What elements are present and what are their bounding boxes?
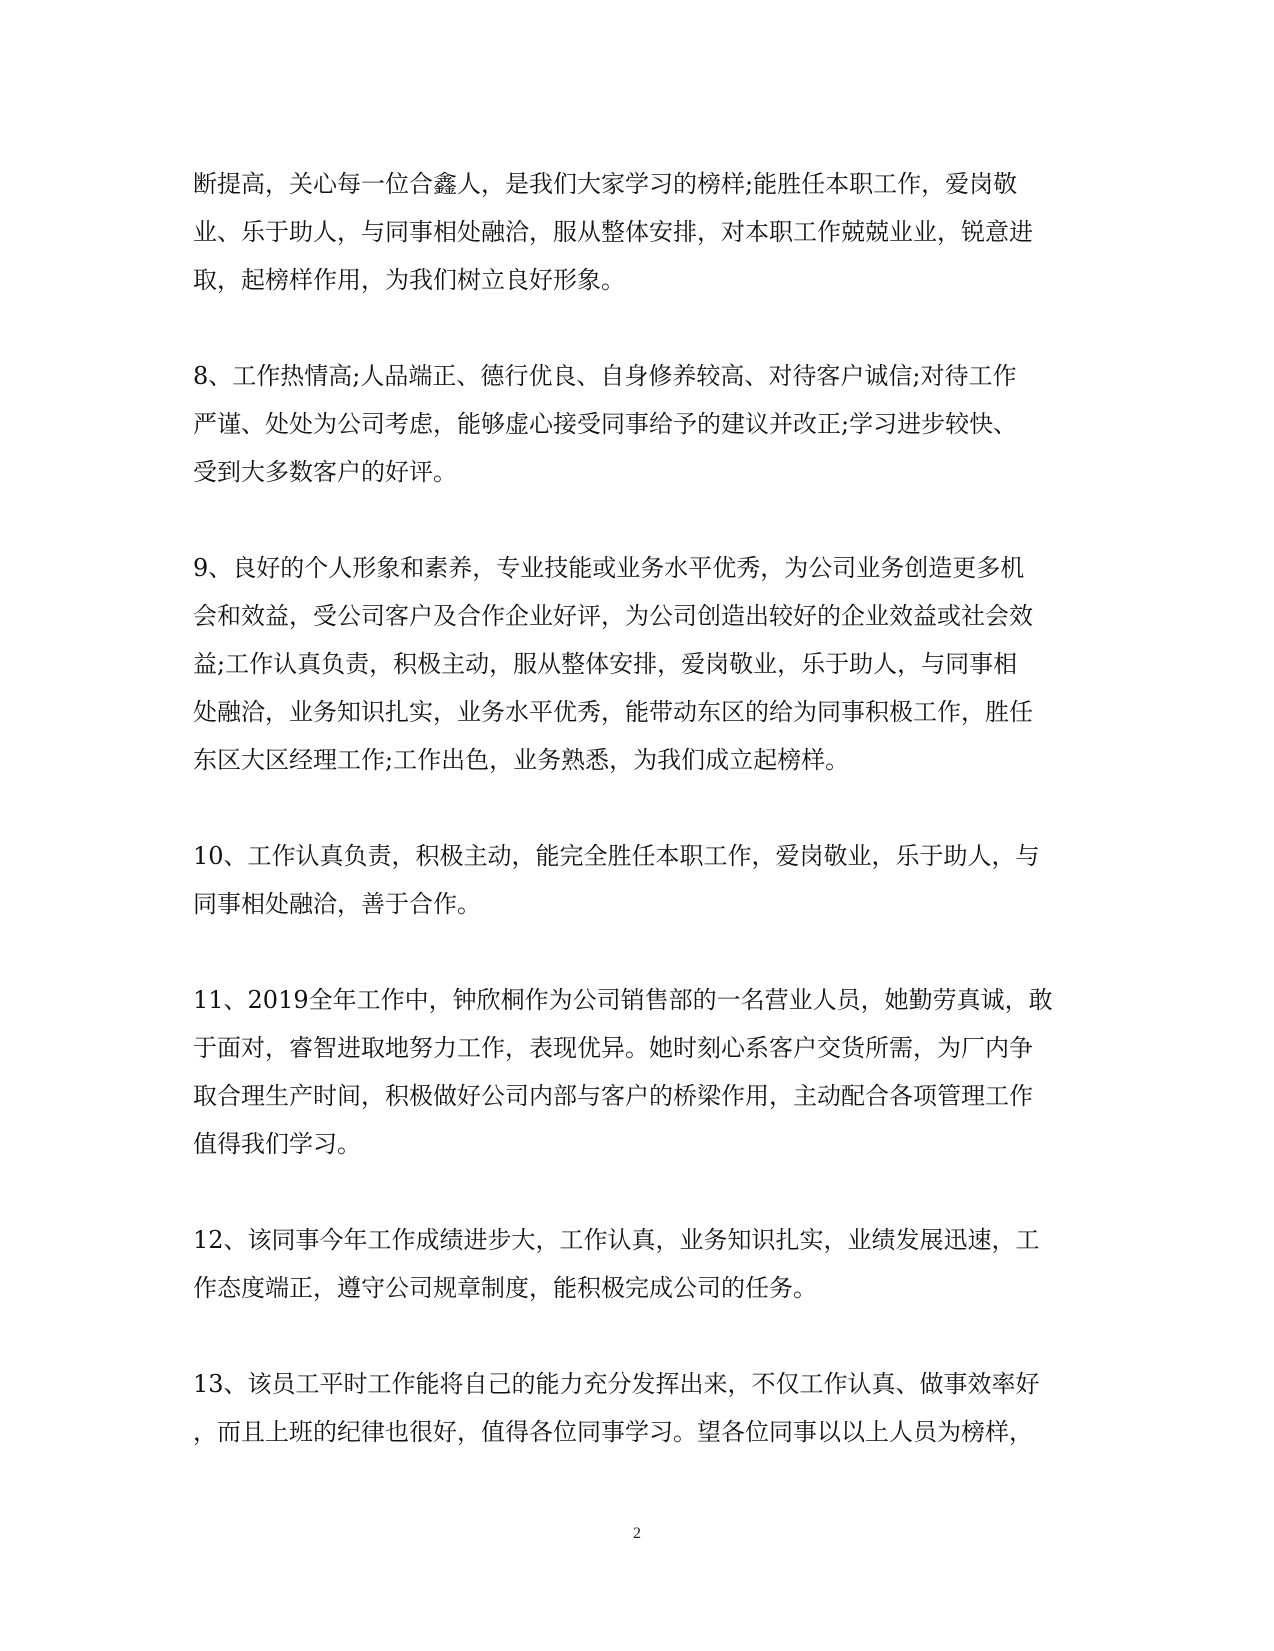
text-line: 严谨、处处为公司考虑，能够虚心接受同事给予的建议并改正;学习进步较快、 (193, 410, 1018, 438)
text-line: ，而且上班的纪律也很好，值得各位同事学习。望各位同事以以上人员为榜样， (193, 1418, 1033, 1446)
paragraph-spacer (193, 496, 1073, 544)
text-line: 断提高，关心每一位合鑫人，是我们大家学习的榜样;能胜任本职工作，爱岗敬 (193, 170, 1018, 198)
text-line: 13、该员工平时工作能将自己的能力充分发挥出来，不仅工作认真、做事效率好 (193, 1370, 1040, 1398)
paragraph-spacer (193, 1312, 1073, 1360)
paragraph-item-9 (193, 544, 1073, 784)
text-line: 于面对，睿智进取地努力工作，表现优异。她时刻心系客户交货所需，为厂内争 (193, 1034, 1033, 1062)
text-line: 值得我们学习。 (193, 1130, 361, 1158)
text-line: 作态度端正，遵守公司规章制度，能积极完成公司的任务。 (193, 1274, 817, 1302)
text-line: 12、该同事今年工作成绩进步大，工作认真，业务知识扎实，业绩发展迅速，工 (193, 1226, 1040, 1254)
paragraph-item-8 (193, 352, 1073, 496)
paragraph-item-11 (193, 976, 1073, 1168)
text-line: 11、2019全年工作中，钟欣桐作为公司销售部的一名营业人员，她勤劳真诚，敢 (193, 986, 1053, 1014)
page-number: 2 (633, 1525, 641, 1542)
paragraph-spacer (193, 304, 1073, 352)
text-line: 益;工作认真负责，积极主动，服从整体安排，爱岗敬业，乐于助人，与同事相 (193, 650, 1018, 678)
text-line: 8、工作热情高;人品端正、德行优良、自身修养较高、对待客户诚信;对待工作 (193, 362, 1017, 390)
paragraph-spacer (193, 784, 1073, 832)
text-line: 9、良好的个人形象和素养，专业技能或业务水平优秀，为公司业务创造更多机 (193, 554, 1025, 582)
paragraph-1 (193, 160, 1073, 304)
paragraph-item-10 (193, 832, 1073, 928)
text-line: 处融洽，业务知识扎实，业务水平优秀，能带动东区的给为同事积极工作，胜任 (193, 698, 1033, 726)
text-line: 东区大区经理工作;工作出色，业务熟悉，为我们成立起榜样。 (193, 746, 850, 774)
paragraph-spacer (193, 1168, 1073, 1216)
text-line: 取合理生产时间，积极做好公司内部与客户的桥梁作用，主动配合各项管理工作 (193, 1082, 1033, 1110)
text-line: 会和效益，受公司客户及合作企业好评，为公司创造出较好的企业效益或社会效 (193, 602, 1033, 630)
paragraph-item-12 (193, 1216, 1073, 1312)
text-line: 取，起榜样作用，为我们树立良好形象。 (193, 266, 625, 294)
text-line: 受到大多数客户的好评。 (193, 458, 457, 486)
text-line: 10、工作认真负责，积极主动，能完全胜任本职工作，爱岗敬业，乐于助人，与 (193, 842, 1040, 870)
paragraph-item-13 (193, 1360, 1073, 1456)
paragraph-spacer (193, 928, 1073, 976)
text-line: 业、乐于助人，与同事相处融洽，服从整体安排，对本职工作兢兢业业，锐意进 (193, 218, 1033, 246)
document-body (193, 160, 1073, 1456)
text-line: 同事相处融洽，善于合作。 (193, 890, 481, 918)
